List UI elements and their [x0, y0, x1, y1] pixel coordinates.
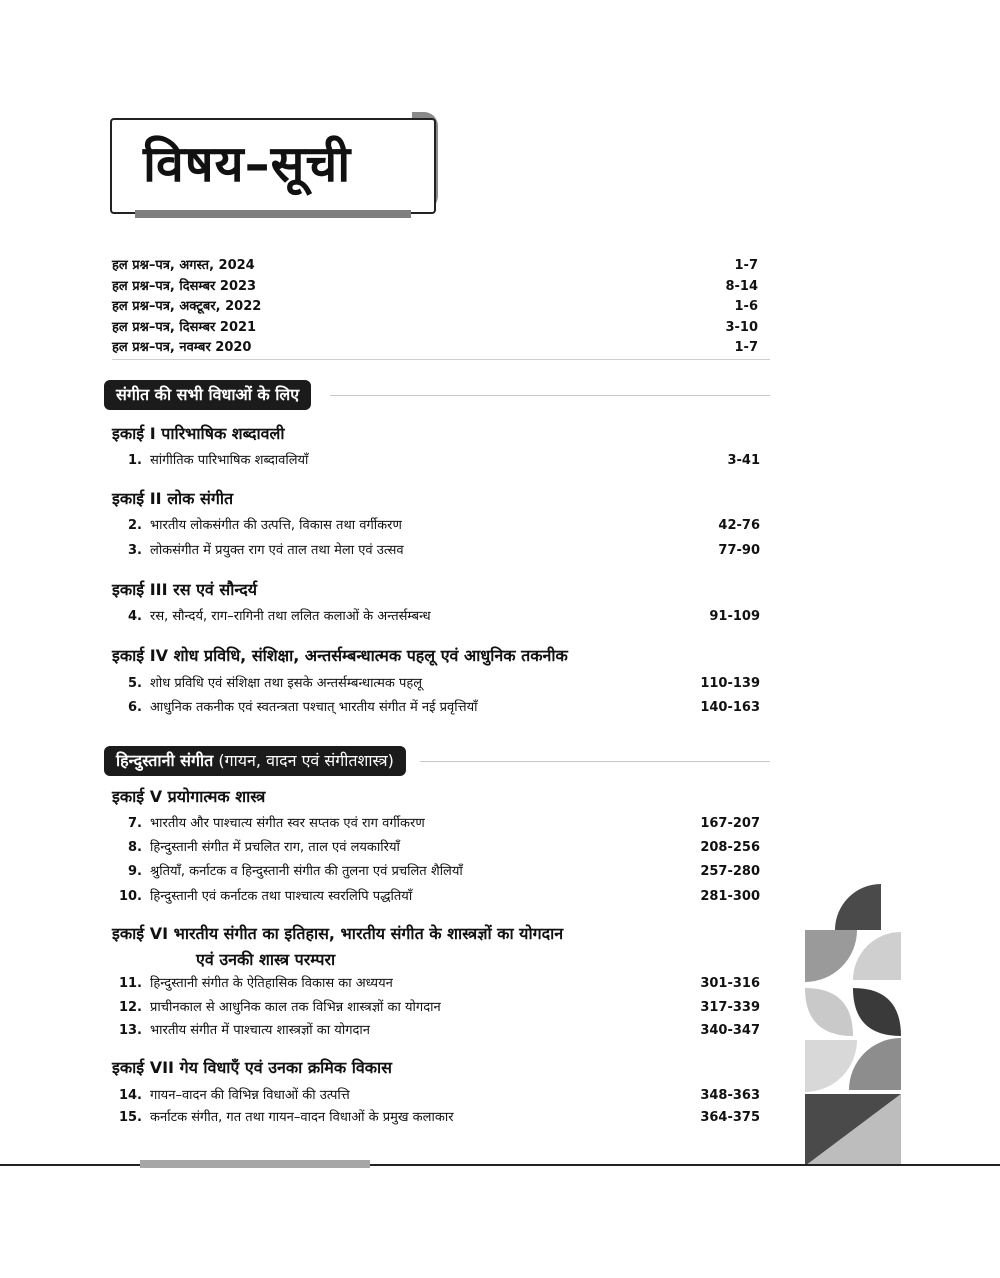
chapter-number: 13. — [118, 1023, 142, 1038]
chapter-number: 3. — [128, 543, 142, 558]
unit-heading: इकाई VII गेय विधाएँ एवं उनका क्रमिक विकास — [112, 1058, 392, 1077]
section-header-hindustani — [104, 746, 406, 776]
chapter-entry[interactable] — [116, 451, 760, 471]
chapter-number: 12. — [118, 1000, 142, 1015]
unit-heading: इकाई V प्रयोगात्मक शास्त्र — [112, 787, 266, 806]
chapter-entry[interactable] — [116, 862, 760, 882]
chapter-number: 14. — [118, 1088, 142, 1103]
title-underline — [135, 210, 411, 218]
chapter-number: 8. — [128, 840, 142, 855]
chapter-entry[interactable] — [116, 1086, 760, 1106]
section-rule — [330, 395, 770, 396]
chapter-pages: 340-347 — [700, 1023, 760, 1038]
papers-divider — [112, 359, 770, 360]
chapter-number: 15. — [118, 1110, 142, 1125]
chapter-pages: 257-280 — [700, 864, 760, 879]
chapter-entry[interactable] — [116, 998, 760, 1018]
deco-quarter-dark — [835, 884, 881, 930]
unit-heading: इकाई II लोक संगीत — [112, 489, 234, 508]
page-title: विषय–सूची — [143, 135, 352, 193]
deco-quarter-mid — [805, 930, 857, 982]
deco-quarter-light — [853, 932, 901, 980]
chapter-number: 11. — [118, 976, 142, 991]
chapter-title: हिन्दुस्तानी संगीत में प्रचलित राग, ताल एवं लयकारियाँ — [150, 840, 400, 855]
chapter-title: हिन्दुस्तानी संगीत के ऐतिहासिक विकास का अध्ययन — [150, 976, 393, 991]
chapter-title: सांगीतिक पारिभाषिक शब्दावलियाँ — [150, 453, 309, 468]
paper-pages: 8-14 — [725, 278, 758, 294]
chapter-pages: 3-41 — [727, 453, 760, 468]
chapter-title: भारतीय लोकसंगीत की उत्पत्ति, विकास तथा वर्गीकरण — [150, 518, 402, 533]
chapter-title: भारतीय संगीत में पाश्चात्य शास्त्रज्ञों का योगदान — [150, 1023, 371, 1038]
solved-papers-list — [112, 256, 758, 359]
deco-leaf-light — [805, 988, 853, 1036]
solved-paper-row[interactable] — [112, 277, 758, 298]
chapter-entry[interactable] — [116, 838, 760, 858]
solved-paper-row[interactable] — [112, 318, 758, 339]
chapter-pages: 110-139 — [700, 676, 760, 691]
section-header-all-genres: संगीत की सभी विधाओं के लिए — [104, 380, 311, 410]
paper-pages: 1-7 — [734, 340, 758, 355]
paper-pages: 1-6 — [734, 299, 758, 314]
paper-label: हल प्रश्न–पत्र, दिसम्बर 2023 — [112, 278, 257, 294]
chapter-title: श्रुतियाँ, कर्नाटक व हिन्दुस्तानी संगीत की तुलना एवं प्रचलित शैलियाँ — [150, 864, 463, 879]
chapter-number: 7. — [128, 816, 142, 831]
footer-bar — [140, 1160, 370, 1168]
chapter-pages: 281-300 — [700, 889, 760, 904]
chapter-pages: 348-363 — [700, 1088, 760, 1103]
deco-quarter-pale — [805, 1040, 857, 1092]
chapter-title: गायन–वादन की विभिन्न विधाओं की उत्पत्ति — [150, 1088, 350, 1103]
paper-label: हल प्रश्न–पत्र, अक्टूबर, 2022 — [112, 299, 262, 314]
chapter-title: कर्नाटक संगीत, गत तथा गायन–वादन विधाओं के प्रमुख कलाकार — [150, 1110, 454, 1125]
paper-label: हल प्रश्न–पत्र, नवम्बर 2020 — [112, 340, 252, 355]
chapter-pages: 301-316 — [700, 976, 760, 991]
chapter-number: 5. — [128, 676, 142, 691]
chapter-title: प्राचीनकाल से आधुनिक काल तक विभिन्न शास्त्रज्ञों का योगदान — [150, 1000, 441, 1015]
paper-label: हल प्रश्न–पत्र, अगस्त, 2024 — [112, 258, 255, 273]
chapter-entry[interactable] — [116, 674, 760, 694]
chapter-title: भारतीय और पाश्चात्य संगीत स्वर सप्तक एवं राग वर्गीकरण — [150, 816, 425, 831]
chapter-pages: 77-90 — [718, 543, 760, 558]
chapter-pages: 42-76 — [718, 518, 760, 533]
chapter-title: शोध प्रविधि एवं संशिक्षा तथा इसके अन्तर्सम्बन्धात्मक पहलू — [150, 676, 423, 691]
chapter-entry[interactable] — [116, 814, 760, 834]
section-header-light: (गायन, वादन एवं संगीतशास्त्र) — [213, 751, 394, 770]
solved-paper-row[interactable] — [112, 338, 758, 359]
chapter-title: आधुनिक तकनीक एवं स्वतन्त्रता पश्चात् भारतीय संगीत में नई प्रवृत्तियाँ — [150, 700, 478, 715]
chapter-entry[interactable] — [116, 1021, 760, 1041]
chapter-pages: 91-109 — [709, 609, 760, 624]
deco-quarter-grey — [849, 1038, 901, 1090]
paper-pages: 1-7 — [734, 258, 758, 273]
unit-heading: इकाई I पारिभाषिक शब्दावली — [112, 424, 285, 443]
chapter-entry[interactable] — [116, 698, 760, 718]
chapter-number: 2. — [128, 518, 142, 533]
chapter-entry[interactable] — [116, 607, 760, 627]
chapter-entry[interactable] — [116, 516, 760, 536]
deco-leaf-dark — [853, 988, 901, 1036]
decorative-geometric-pattern — [805, 884, 905, 1166]
chapter-number: 10. — [118, 889, 142, 904]
chapter-pages: 167-207 — [700, 816, 760, 831]
section-header-bold: हिन्दुस्तानी संगीत — [116, 751, 214, 770]
chapter-title: लोकसंगीत में प्रयुक्त राग एवं ताल तथा मेला एवं उत्सव — [150, 543, 404, 558]
chapter-entry[interactable] — [116, 887, 760, 907]
chapter-entry[interactable] — [116, 974, 760, 994]
chapter-number: 4. — [128, 609, 142, 624]
chapter-entry[interactable] — [116, 541, 760, 561]
unit-heading: इकाई VI भारतीय संगीत का इतिहास, भारतीय संगीत के शास्त्रज्ञों का योगदान — [112, 924, 564, 943]
unit-heading: इकाई III रस एवं सौन्दर्य — [112, 580, 258, 599]
chapter-title: हिन्दुस्तानी एवं कर्नाटक तथा पाश्चात्य स्वरलिपि पद्धतियाँ — [150, 889, 413, 904]
chapter-number: 6. — [128, 700, 142, 715]
chapter-pages: 364-375 — [700, 1110, 760, 1125]
chapter-number: 1. — [128, 453, 142, 468]
paper-pages: 3-10 — [725, 319, 758, 335]
section-rule — [420, 761, 770, 762]
unit-heading: इकाई IV शोध प्रविधि, संशिक्षा, अन्तर्सम्बन्धात्मक पहलू एवं आधुनिक तकनीक — [112, 646, 568, 665]
chapter-pages: 317-339 — [700, 1000, 760, 1015]
chapter-pages: 140-163 — [700, 700, 760, 715]
chapter-pages: 208-256 — [700, 840, 760, 855]
chapter-number: 9. — [128, 864, 142, 879]
paper-label: हल प्रश्न–पत्र, दिसम्बर 2021 — [112, 319, 257, 335]
chapter-entry[interactable] — [116, 1108, 760, 1128]
chapter-title: रस, सौन्दर्य, राग–रागिनी तथा ललित कलाओं के अन्तर्सम्बन्ध — [150, 609, 431, 624]
solved-paper-row[interactable] — [112, 297, 758, 318]
solved-paper-row[interactable] — [112, 256, 758, 277]
unit-heading-continued: एवं उनकी शास्त्र परम्परा — [196, 950, 336, 969]
